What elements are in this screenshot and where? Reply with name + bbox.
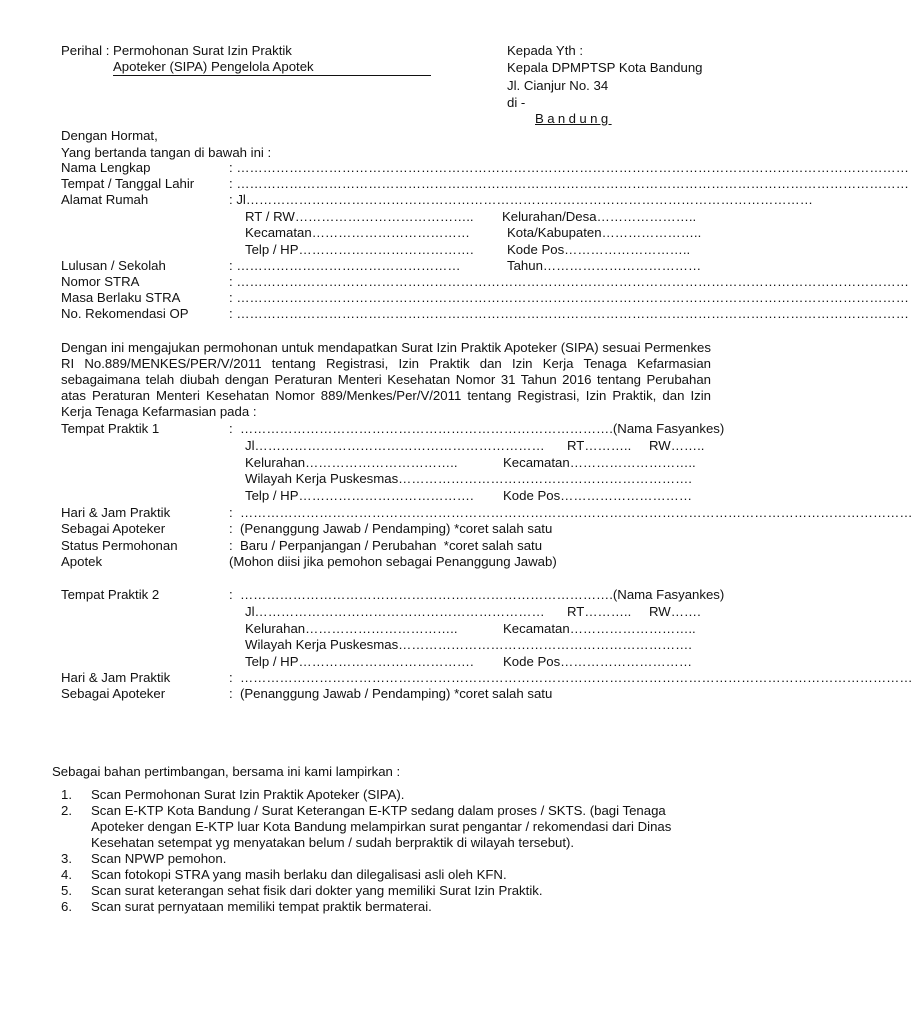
field-fasyankes-2[interactable]: : ………………………………………………………………………….(Nama Fasyankes) bbox=[229, 587, 725, 602]
field-telp[interactable]: Telp / HP…………………………………. bbox=[245, 242, 474, 257]
recipient-address: Jl. Cianjur No. 34 bbox=[507, 78, 609, 93]
field-wilayah-2[interactable]: Wilayah Kerja Puskesmas…………………………………………………………. bbox=[245, 637, 692, 652]
subject-text: Apoteker (SIPA) Pengelola Apotek bbox=[113, 59, 314, 74]
recipient-label: Kepada Yth : bbox=[507, 43, 584, 58]
list-number: 1. bbox=[61, 787, 72, 802]
field-kota[interactable]: Kota/Kabupaten………………….. bbox=[507, 225, 702, 240]
recipient-di: di - bbox=[507, 95, 526, 110]
field-ttl[interactable]: : ……………………………………………………………………………………………………………………………………… bbox=[229, 176, 909, 191]
list-item bbox=[61, 867, 716, 883]
field-kodepos-2[interactable]: Kode Pos………………………… bbox=[503, 654, 693, 669]
field-kecamatan-1[interactable]: Kecamatan……………………….. bbox=[503, 455, 696, 470]
list-number: 6. bbox=[61, 899, 72, 914]
field-kodepos[interactable]: Kode Pos……………………….. bbox=[507, 242, 691, 257]
recipient-office: Kepala DPMPTSP Kota Bandung bbox=[507, 60, 703, 75]
label-sebagai-1: Sebagai Apoteker bbox=[61, 521, 166, 536]
list-item bbox=[61, 787, 716, 803]
list-text: Scan fotokopi STRA yang masih berlaku dan dilegalisasi asli oleh KFN. bbox=[91, 867, 507, 882]
field-kecamatan-2[interactable]: Kecamatan……………………….. bbox=[503, 621, 696, 636]
list-text: Scan NPWP pemohon. bbox=[91, 851, 227, 866]
field-fasyankes-1[interactable]: : ………………………………………………………………………….(Nama Fasyankes) bbox=[229, 421, 725, 436]
label-hari-jam-1: Hari & Jam Praktik bbox=[61, 505, 171, 520]
field-masa-stra[interactable]: : ……………………………………………………………………………………………………………………………………… bbox=[229, 290, 909, 305]
field-kodepos-1[interactable]: Kode Pos………………………… bbox=[503, 488, 693, 503]
request-paragraph: Dengan ini mengajukan permohonan untuk mendapatkan Surat Izin Praktik Apoteker (SIPA) sesuai Permenkes RI No.889/MENKES/PER/V/2011 tentang Registrasi, Izin Praktik dan Izin Kerja Tenaga Kefarmasian sebagaimana telah diubah dengan Peraturan Menteri Kesehatan Nomor 31 Tahun 2016 tentang Perubahan atas Peraturan Menteri Kesehatan Nomor 889/Menkes/Per/V/2011 tentang Registrasi, Izin Praktik, dan Izin Kerja Tenaga Kefarmasian pada : bbox=[61, 340, 711, 419]
field-apotek[interactable]: (Mohon diisi jika pemohon sebagai Penanggung Jawab) bbox=[229, 554, 557, 569]
field-lulusan[interactable]: : …………………………………………… bbox=[229, 258, 461, 273]
intro-line: Yang bertanda tangan di bawah ini : bbox=[61, 145, 272, 160]
label-hari-jam-2: Hari & Jam Praktik bbox=[61, 670, 171, 685]
list-number: 3. bbox=[61, 851, 72, 866]
list-number: 5. bbox=[61, 883, 72, 898]
list-text: Scan surat pernyataan memiliki tempat praktik bermaterai. bbox=[91, 899, 432, 914]
subject-label: Perihal : Permohonan Surat Izin Praktik bbox=[61, 43, 292, 58]
field-sebagai-1[interactable]: : (Penanggung Jawab / Pendamping) *coret salah satu bbox=[229, 521, 553, 536]
field-rw-1[interactable]: RW…….. bbox=[649, 438, 705, 453]
label-tempat-praktik-2: Tempat Praktik 2 bbox=[61, 587, 160, 602]
field-rt-rw[interactable]: RT / RW………………………………….. bbox=[245, 209, 474, 224]
field-telp-2[interactable]: Telp / HP…………………………………. bbox=[245, 654, 474, 669]
label-rekomendasi: No. Rekomendasi OP bbox=[61, 306, 189, 321]
field-kelurahan-1[interactable]: Kelurahan…………………………….. bbox=[245, 455, 458, 470]
greeting: Dengan Hormat, bbox=[61, 128, 158, 143]
field-rekomendasi[interactable]: : ……………………………………………………………………………………………………………………………………… bbox=[229, 306, 909, 321]
attachments-intro: Sebagai bahan pertimbangan, bersama ini kami lampirkan : bbox=[52, 764, 401, 779]
list-number: 2. bbox=[61, 803, 72, 818]
field-sebagai-2[interactable]: : (Penanggung Jawab / Pendamping) *coret salah satu bbox=[229, 686, 553, 701]
field-hari-jam-1[interactable]: : ……………………………………………………………………………………………………………………………………… bbox=[229, 505, 913, 520]
label-status: Status Permohonan bbox=[61, 538, 178, 553]
list-text: Scan surat keterangan sehat fisik dari dokter yang memiliki Surat Izin Praktik. bbox=[91, 883, 543, 898]
field-wilayah-1[interactable]: Wilayah Kerja Puskesmas…………………………………………………………. bbox=[245, 471, 692, 486]
label-nama: Nama Lengkap bbox=[61, 160, 151, 175]
subject-line-2 bbox=[113, 59, 431, 76]
list-item bbox=[61, 883, 716, 899]
field-rt-2[interactable]: RT……….. bbox=[567, 604, 632, 619]
label-tempat-praktik-1: Tempat Praktik 1 bbox=[61, 421, 160, 436]
field-rt-1[interactable]: RT……….. bbox=[567, 438, 632, 453]
field-nama[interactable]: : ……………………………………………………………………………………………………………………………………… bbox=[229, 160, 909, 175]
field-kecamatan[interactable]: Kecamatan……………………………… bbox=[245, 225, 470, 240]
field-tahun[interactable]: Tahun……………………………… bbox=[507, 258, 702, 273]
field-jl-1[interactable]: Jl………………………………………………………… bbox=[245, 438, 545, 453]
recipient-city: Bandung bbox=[535, 111, 612, 126]
field-status[interactable]: : Baru / Perpanjangan / Perubahan *coret salah satu bbox=[229, 538, 543, 553]
list-number: 4. bbox=[61, 867, 72, 882]
attachments-list bbox=[61, 787, 716, 915]
label-apotek: Apotek bbox=[61, 554, 103, 569]
field-hari-jam-2[interactable]: : ……………………………………………………………………………………………………………………………………… bbox=[229, 670, 913, 685]
field-alamat-jl[interactable]: : Jl………………………………………………………………………………………………………………… bbox=[229, 192, 813, 207]
field-kelurahan-2[interactable]: Kelurahan…………………………….. bbox=[245, 621, 458, 636]
list-text: Scan E-KTP Kota Bandung / Surat Keterangan E-KTP sedang dalam proses / SKTS. (bagi Tenaga Apoteker dengan E-KTP luar Kota Bandung melampirkan surat pengantar / rekomendasi dari Dinas Kesehatan setempat yg menyatakan belum / sudah berpraktik di wilayah tersebut). bbox=[91, 803, 672, 850]
label-nomor-stra: Nomor STRA bbox=[61, 274, 140, 289]
list-item bbox=[61, 899, 716, 915]
field-kelurahan[interactable]: Kelurahan/Desa………………….. bbox=[502, 209, 697, 224]
list-item bbox=[61, 803, 716, 851]
list-text: Scan Permohonan Surat Izin Praktik Apoteker (SIPA). bbox=[91, 787, 405, 802]
field-jl-2[interactable]: Jl………………………………………………………… bbox=[245, 604, 545, 619]
label-sebagai-2: Sebagai Apoteker bbox=[61, 686, 166, 701]
field-nomor-stra[interactable]: : ……………………………………………………………………………………………………………………………………… bbox=[229, 274, 909, 289]
label-alamat: Alamat Rumah bbox=[61, 192, 149, 207]
list-item bbox=[61, 851, 716, 867]
field-rw-2[interactable]: RW……. bbox=[649, 604, 701, 619]
label-masa-stra: Masa Berlaku STRA bbox=[61, 290, 181, 305]
label-ttl: Tempat / Tanggal Lahir bbox=[61, 176, 195, 191]
field-telp-1[interactable]: Telp / HP…………………………………. bbox=[245, 488, 474, 503]
label-lulusan: Lulusan / Sekolah bbox=[61, 258, 166, 273]
